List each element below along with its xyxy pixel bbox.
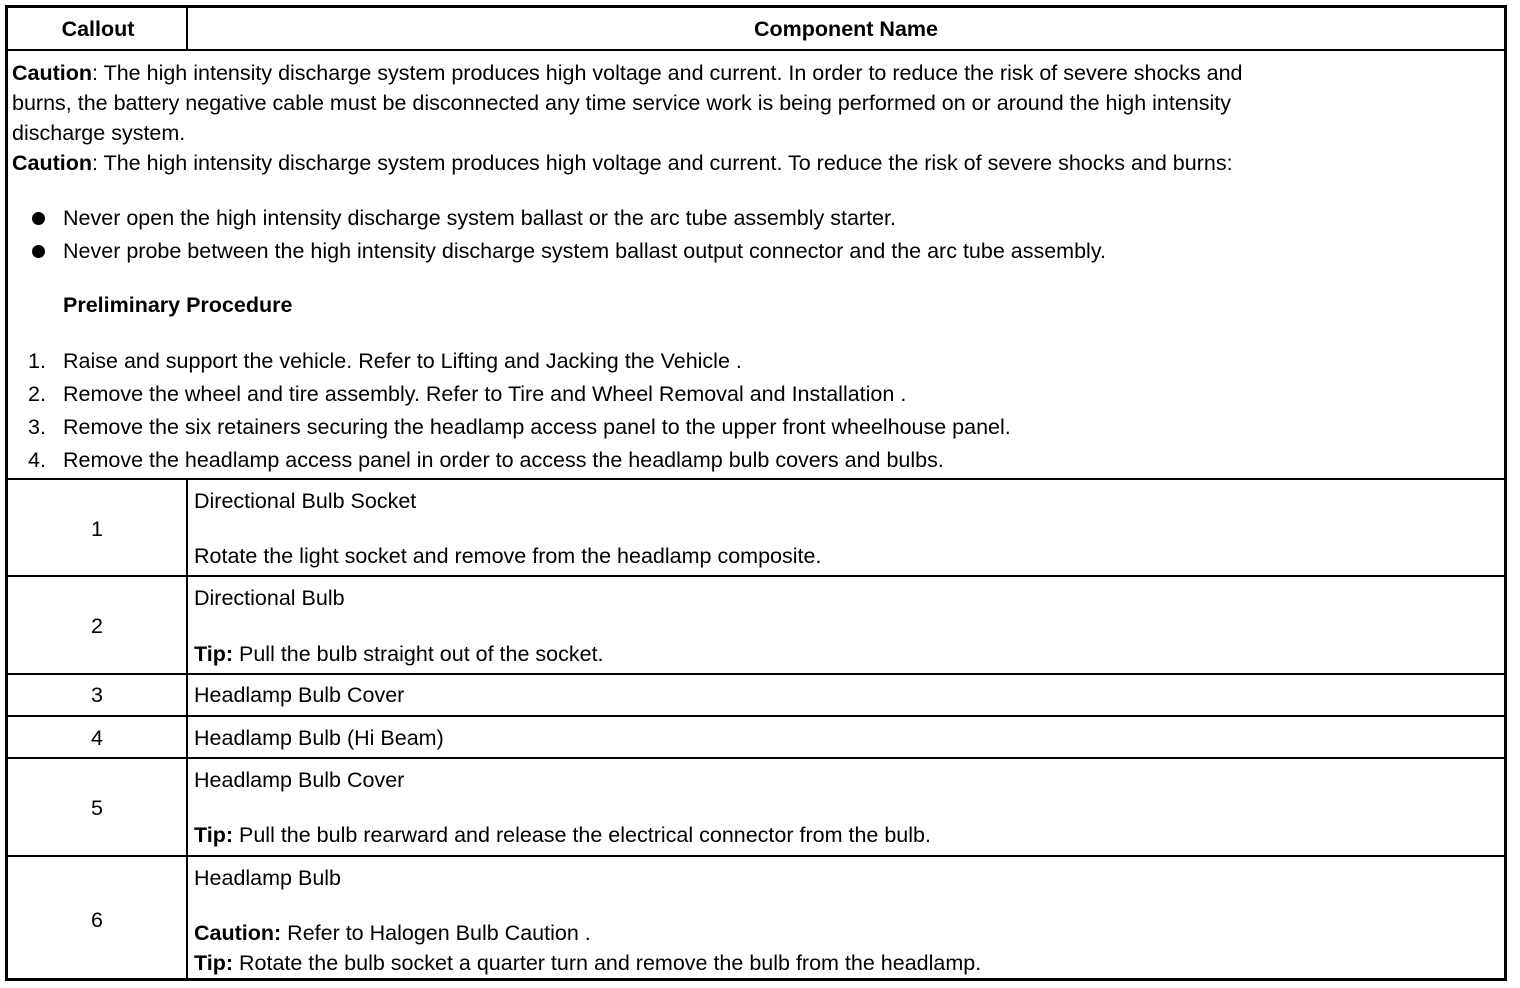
callout-number: 3 xyxy=(91,683,103,707)
bullet-icon xyxy=(32,212,45,225)
tip-label: Tip: xyxy=(194,951,234,975)
callout-number: 5 xyxy=(91,796,103,820)
caution-label: Caution: xyxy=(194,921,282,945)
tip-text: Pull the bulb rearward and release the electrical connector from the bulb. xyxy=(233,823,931,847)
bullet-icon xyxy=(32,245,45,258)
row-rule xyxy=(8,673,1504,675)
caution-paragraph-2 xyxy=(12,150,1233,176)
callout-column-header: Callout xyxy=(61,17,135,41)
component-name-column-header: Component Name xyxy=(754,17,938,41)
caution-text: : The high intensity discharge system produces high voltage and current. To reduce the risk of severe shocks and burns: xyxy=(92,151,1233,175)
caution-label: Caution xyxy=(12,151,93,175)
callout-number: 4 xyxy=(91,726,103,750)
caution-paragraph-1-line-2: burns, the battery negative cable must be disconnected any time service work is being performed on or around the high intensity xyxy=(12,91,1232,115)
step-text: Remove the six retainers securing the headlamp access panel to the upper front wheelhouse panel. xyxy=(63,415,1011,439)
component-tip xyxy=(194,822,931,848)
tip-text: Rotate the bulb socket a quarter turn and remove the bulb from the headlamp. xyxy=(233,951,982,975)
tip-text: Pull the bulb straight out of the socket. xyxy=(233,642,604,666)
tip-label: Tip: xyxy=(194,823,234,847)
callout-number: 1 xyxy=(91,517,103,541)
bullet-item: Never open the high intensity discharge system ballast or the arc tube assembly starter. xyxy=(63,206,896,230)
caution-label: Caution xyxy=(12,61,93,85)
callout-number: 6 xyxy=(91,908,103,932)
component-name: Headlamp Bulb xyxy=(194,866,342,890)
component-tip xyxy=(194,641,604,667)
header-divider xyxy=(186,8,188,50)
row-rule xyxy=(8,478,1504,480)
column-divider xyxy=(186,478,188,981)
step-number: 1. xyxy=(28,349,46,373)
step-number: 4. xyxy=(28,448,46,472)
step-number: 2. xyxy=(28,382,46,406)
row-rule xyxy=(8,715,1504,717)
component-name: Directional Bulb xyxy=(194,586,345,610)
component-name: Headlamp Bulb (Hi Beam) xyxy=(194,726,444,750)
row-rule xyxy=(8,575,1504,577)
caution-paragraph-1-line-3: discharge system. xyxy=(12,121,186,145)
component-name: Headlamp Bulb Cover xyxy=(194,768,405,792)
component-name: Directional Bulb Socket xyxy=(194,489,417,513)
header-rule xyxy=(8,49,1504,51)
row-rule xyxy=(8,855,1504,857)
caution-text: Refer to Halogen Bulb Caution . xyxy=(281,921,591,945)
step-number: 3. xyxy=(28,415,46,439)
component-note: Rotate the light socket and remove from the headlamp composite. xyxy=(194,544,822,568)
component-name: Headlamp Bulb Cover xyxy=(194,683,405,707)
row-rule xyxy=(8,757,1504,759)
component-tip xyxy=(194,950,981,976)
procedure-table xyxy=(5,5,1507,981)
preliminary-procedure-heading: Preliminary Procedure xyxy=(63,293,293,317)
bullet-item: Never probe between the high intensity discharge system ballast output connector and the arc tube assembly. xyxy=(63,239,1106,263)
callout-number: 2 xyxy=(91,614,103,638)
step-text: Remove the headlamp access panel in order to access the headlamp bulb covers and bulbs. xyxy=(63,448,944,472)
tip-label: Tip: xyxy=(194,642,234,666)
step-text: Remove the wheel and tire assembly. Refer to Tire and Wheel Removal and Installation . xyxy=(63,382,907,406)
step-text: Raise and support the vehicle. Refer to Lifting and Jacking the Vehicle . xyxy=(63,349,742,373)
caution-paragraph-1-line-1 xyxy=(12,60,1243,86)
caution-text: : The high intensity discharge system produces high voltage and current. In order to reduce the risk of severe shocks and xyxy=(92,61,1243,85)
component-caution xyxy=(194,920,591,946)
